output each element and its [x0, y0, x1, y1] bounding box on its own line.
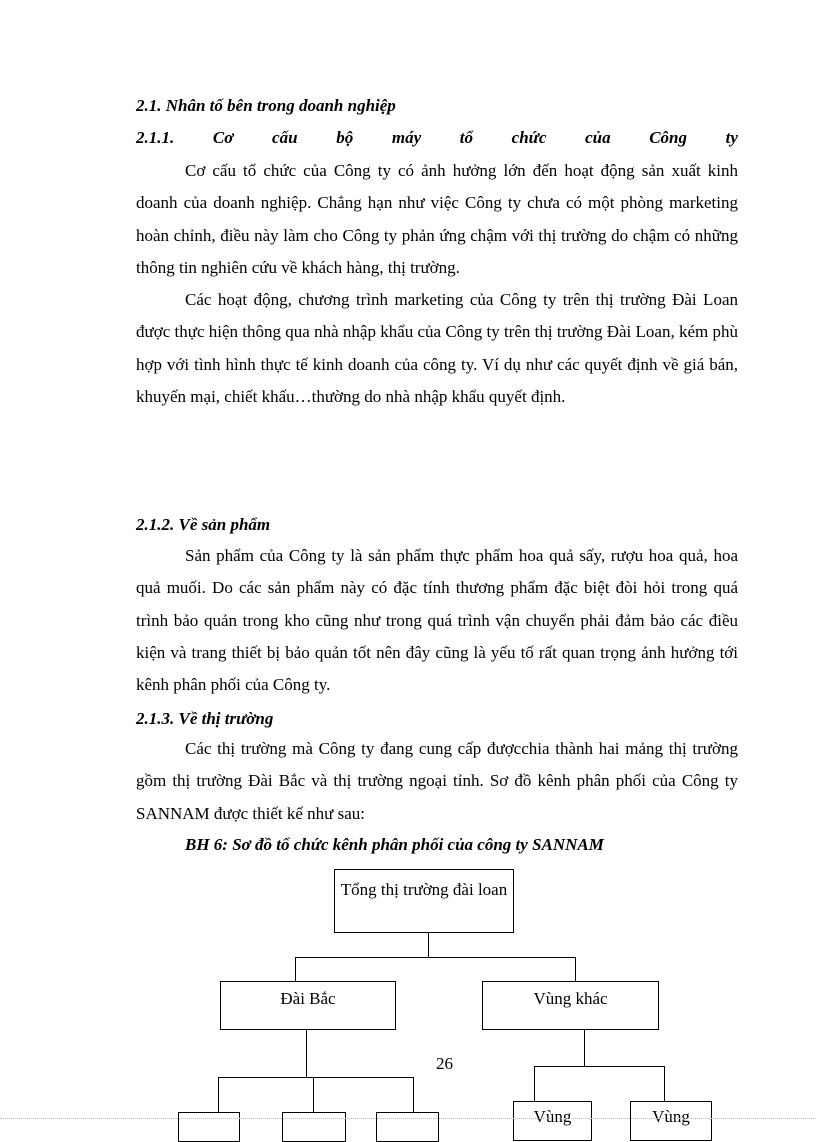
right-child-node-label: Vùng [533, 1107, 572, 1126]
node-vung-khac [482, 981, 659, 1030]
node-vung-khac-label: Vùng khác [533, 989, 608, 1008]
connector-line [218, 1077, 414, 1078]
connector-line [584, 1030, 585, 1067]
node-dai-bac [220, 981, 396, 1030]
paragraph-marketing: Các hoạt động, chương trình marketing của Công ty trên thị trường Đài Loan được thực hiện thông qua nhà nhập khẩu của Công ty trên thị trường Đài Loan, kém phù hợp với tình hình thực tế kinh doanh của công ty. Ví dụ như các quyết định về giá bán, khuyến mại, chiết khấu…thường do nhà nhập khẩu quyết định. [136, 290, 738, 406]
section-heading-2-1-3: 2.1.3. Về thị trường [136, 709, 274, 728]
right-child-node-label: Vùng [652, 1107, 690, 1126]
page-bottom-rule [0, 1118, 816, 1119]
connector-line [295, 957, 296, 981]
connector-line [218, 1077, 219, 1113]
right-child-node [513, 1101, 592, 1141]
connector-line [575, 957, 576, 981]
heading-word: tổ [459, 128, 474, 147]
heading-word: Công [649, 128, 688, 147]
root-node-label: Tổng thị trường đài loan [340, 880, 508, 899]
section-heading-2-1: 2.1. Nhân tố bên trong doanh nghiệp [136, 96, 396, 115]
paragraph-market: Các thị trường mà Công ty đang cung cấp đượcchia thành hai mảng thị trường gồm thị trường Đài Bắc và thị trường ngoại tỉnh. Sơ đồ kênh phân phối của Công ty SANNAM được thiết kế như sau: [136, 739, 738, 823]
heading-word: máy [391, 128, 422, 147]
left-child-node [282, 1112, 346, 1142]
page-number: 26 [436, 1054, 453, 1073]
root-node [334, 869, 514, 933]
node-dai-bac-label: Đài Bắc [280, 989, 336, 1008]
connector-line [664, 1066, 665, 1101]
connector-line [313, 1077, 314, 1113]
connector-line [306, 1030, 307, 1077]
heading-word: 2.1.1. [136, 128, 175, 147]
right-child-node [630, 1101, 712, 1141]
diagram-caption: BH 6: Sơ đồ tổ chức kênh phân phối của công ty SANNAM [185, 835, 604, 854]
heading-word: chức [511, 128, 547, 147]
heading-word: bộ [336, 128, 354, 147]
heading-word: ty [725, 128, 738, 147]
section-heading-2-1-1 [136, 128, 738, 148]
connector-line [534, 1066, 535, 1101]
heading-word: cấu [272, 128, 298, 147]
connector-line [295, 957, 576, 958]
connector-line [428, 933, 429, 957]
heading-word: của [585, 128, 611, 147]
left-child-node [376, 1112, 439, 1142]
left-child-node [178, 1112, 240, 1142]
paragraph-products: Sản phẩm của Công ty là sản phẩm thực phẩm hoa quả sấy, rượu hoa quả, hoa quả muối. Do các sản phẩm này có đặc tính thương phẩm đặc biệt đòi hỏi trong quá trình bảo quản trong kho cũng như trong quá trình vận chuyển phải đảm bảo các điều kiện và trang thiết bị bảo quản tốt nên đây cũng là yếu tố rất quan trọng ảnh hưởng tới kênh phân phối của Công ty. [136, 546, 738, 695]
section-heading-2-1-2: 2.1.2. Về sản phẩm [136, 515, 271, 534]
connector-line [413, 1077, 414, 1113]
connector-line [534, 1066, 665, 1067]
heading-word: Cơ [212, 128, 234, 147]
paragraph-org-structure: Cơ cấu tổ chức của Công ty có ảnh hưởng lớn đến hoạt động sản xuất kinh doanh của doanh nghiệp. Chẳng hạn như việc Công ty chưa có một phòng marketing hoàn chỉnh, điều này làm cho Công ty phản ứng chậm với thị trường do chậm có những thông tin nghiên cứu về khách hàng, thị trường. [136, 161, 738, 277]
